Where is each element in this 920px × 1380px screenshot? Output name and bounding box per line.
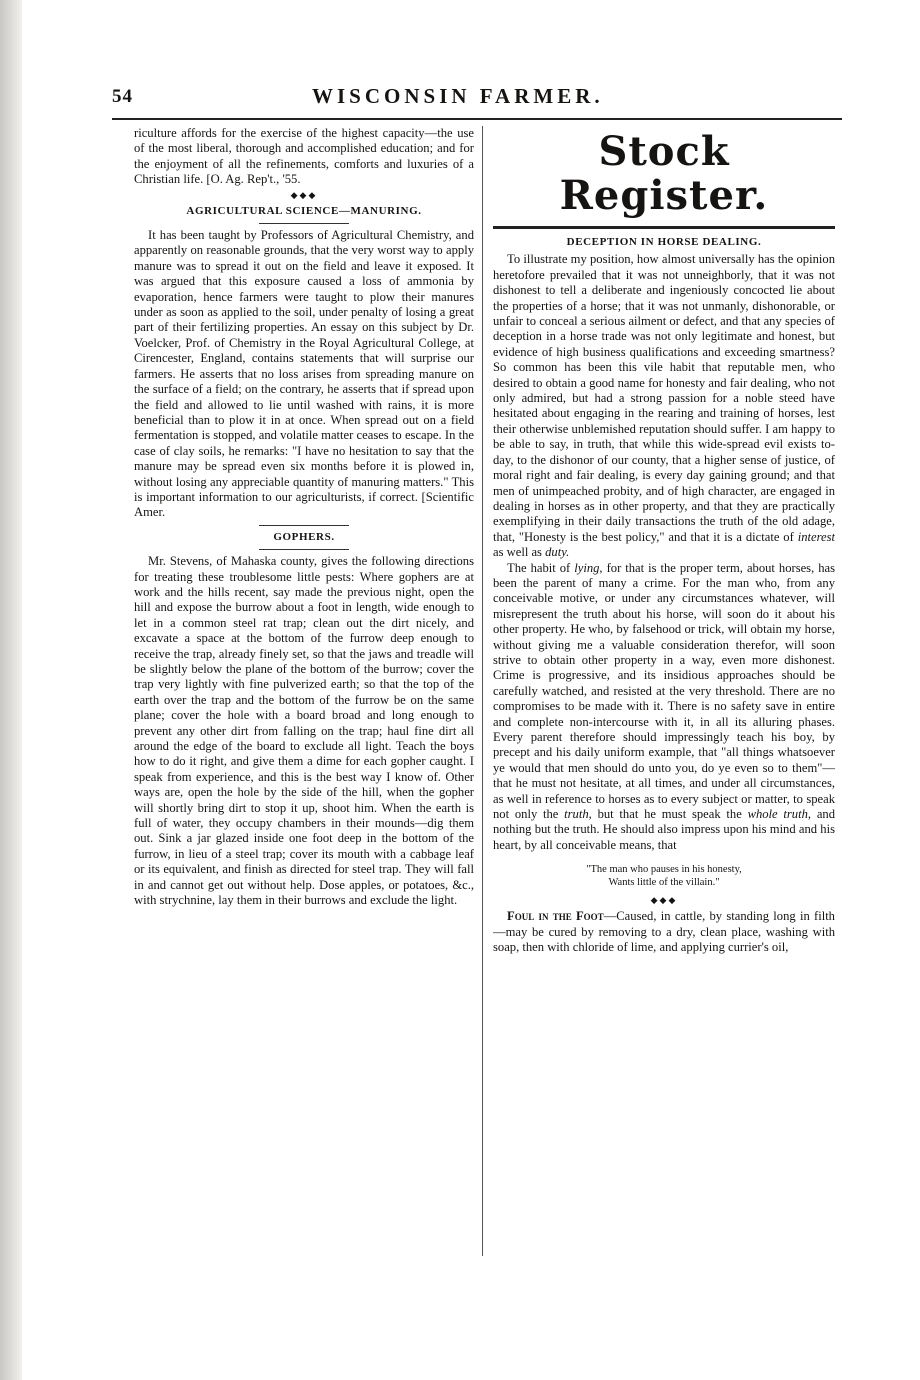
paragraph-text: The habit of <box>507 560 571 575</box>
ornament-divider: ◆◆◆ <box>650 895 678 906</box>
foul-in-foot-paragraph <box>493 909 835 955</box>
gophers-paragraph: Mr. Stevens, of Mahaska county, gives the following directions for treating these troublesome little pests: Where gophers are at work and the hills recent, say made the previous night, open the hill and expose the burrow about a foot in length, wide enough to let in a common steel rat trap; clean out the dirt nicely, and excavate a space at the bottom of the furrow deep enough to receive the trap, already finely set, so that the jaws and treadle will be slightly below the plane of the bottom of the burrow; cover the trap very lightly with fine pulverized earth; so that the top of the earth over the trap and the bottom of the furrow be on the same plane; cover the hole with a board broad and long enough to prevent any other dirt from falling on the trap; haul fine dirt all around the edge of the board to exclude all light. Teach the boys how to do it right, and give them a dime for each gopher caught. I speak from experience, and this is the best way I know of. Other ways are, open the hole by the side of the hill, when the gopher will shortly bring dirt to stop it up, shoot him. When the earth is full of water, they occupy chambers in their mounds—dig them out. Sink a jar glazed inside one foot deep in the bottom of the furrow, in lieu of a steel trap; cover its mouth with a cabbage leaf or its equivalent, and finish as directed for steel trap. They will fall in and cannot get out without help. Dose apples, or potatoes, &c., with strychnine, lay them in their burrows and exclude the light. <box>134 554 474 908</box>
paragraph-text: but that he must speak the <box>597 807 742 822</box>
horse-dealing-paragraph-1 <box>493 252 835 560</box>
right-column <box>493 126 835 1266</box>
page-number: 54 <box>112 86 133 107</box>
stock-register-banner: Stock Register. <box>559 128 769 219</box>
emphasis-duty: duty. <box>545 545 570 560</box>
paragraph-text: —Caused, in cattle, by standing long in filth—may be cured by removing to a dry, clean place, washing with soap, then with chloride of lime, and applying currier's oil, <box>493 909 835 955</box>
quote-line: "The man who pauses in his honesty, <box>586 864 742 876</box>
section-title-gophers: GOPHERS. <box>273 530 335 543</box>
column-divider <box>482 126 483 1256</box>
quote-line: Wants little of the villain." <box>608 877 720 889</box>
short-rule <box>259 525 349 526</box>
running-head <box>112 84 842 114</box>
short-rule <box>259 549 349 550</box>
continued-paragraph: riculture affords for the exercise of the highest capacity—the use of the most liberal, thorough and accomplished education; and for the enjoyment of all the refinements, comforts and luxuries of a Christian life. [O. Ag. Rep't., '55. <box>134 126 474 187</box>
paragraph-text: as well as <box>493 545 542 560</box>
emphasis-interest: interest <box>797 529 835 544</box>
section-title-horse-dealing: DECEPTION IN HORSE DEALING. <box>566 236 762 248</box>
horse-dealing-paragraph-2 <box>493 561 835 854</box>
manuring-paragraph: It has been taught by Professors of Agricultural Chemistry, and apparently on reasonable grounds, that the very worst way to apply manure was to spread it out on the field and leave it exposed. It was argued that this exposure caused a loss of ammonia by evaporation, hence farmers were taught to plow their manures under as soon as applied to the soil, under penalty of losing a great part of their fertilizing properties. An essay on this subject by Dr. Voelcker, Prof. of Chemistry in the Royal Agricultural College, at Cirencester, England, contains statements that will surprise our farmers. He asserts that no loss arises from spreading manure on the surface of a field; on the contrary, he asserts that if spread upon the field and allowed to lie until washed with rains, it is more beneficial than to plow it in at once. When spread out on a field fermentation is stopped, and volatile matter ceases to escape. In the case of clay soils, he remarks: "I have no hesitation to say that the manure may be spread even six months before it is plowed in, without losing any appreciable quantity of manuring matters." This is important information to our agriculturists, if correct. [Scientific Amer. <box>134 228 474 520</box>
left-column <box>134 126 474 1266</box>
banner-rule <box>493 226 835 229</box>
header-rule <box>112 118 842 120</box>
emphasis-whole-truth: whole truth, <box>747 807 812 822</box>
short-rule <box>259 223 349 224</box>
journal-title: WISCONSIN FARMER. <box>312 84 604 108</box>
verse-quote <box>493 863 835 889</box>
emphasis-truth: truth, <box>564 807 592 822</box>
paragraph-text: and nothing but the truth. He should also impress upon his mind and his heart, by all conceivable means, that <box>493 807 835 852</box>
paragraph-text: To illustrate my position, how almost universally has the opinion heretofore prevailed that it was not unneighborly, that it was not dishonest to tell a deliberate and ingeniously concocted lie about the properties of a horse; that it was not unmanly, dishonorable, or unfair to conceal a serious ailment or defect, and that any species of deception in a horse trade was not only legitimate and honest, but evidence of high business qualifications and exceeding smartness? So common has been this vile habit that reputable men, who desired to obtain a good name for honesty and fair dealing, who not only admired, but had a strong passion for a noble steed have hesitated about engaging in the rearing and training of horses, lest their otherwise unblemished reputation should suffer. I am happy to be able to say, in truth, that while this wide-spread evil exists to-day, to the dishonor of our county, that a higher sense of justice, of moral right and fair dealing, is every day gaining ground; and that men of unimpeached probity, and of high character, are engaged in dealing in horses as in other property, and that they are practically exemplifying in their daily transactions the truth of the old adage, that, "Honesty is the best policy," and that it is a dictate of <box>493 252 835 544</box>
paragraph-lead: Foul in the Foot <box>507 909 604 924</box>
paragraph-text: for that is the proper term, about horses, has been the parent of many a crime. For the man who, from any conceivable motive, or under any circumstances whatever, will misrepresent the truth about his horse, will soon do it about his other property. He who, by falsehood or trick, will obtain my horse, without giving me a valuable consideration therefor, will soon strive to obtain other property in a way, even more dishonest. Crime is progressive, and its insidious approaches should be carefully watched, and resisted at the very threshold. There are no compromises to be made with it. There is no safety save in entire and complete non-intercourse with it, in all its alluring phases. Every parent therefore should impressingly teach his boy, by precept and his daily uniform example, that "all things whatsoever ye would that men should do unto you, do ye even so to them"—that he must not hesitate, at all times, and under all circumstances, as well in reference to horses as to every subject or matter, to speak not only the <box>493 560 835 822</box>
scan-margin <box>0 0 22 1380</box>
ornament-divider: ◆◆◆ <box>290 189 318 200</box>
emphasis-lying: lying, <box>574 560 603 575</box>
section-title-manuring: AGRICULTURAL SCIENCE—MANURING. <box>186 204 422 217</box>
